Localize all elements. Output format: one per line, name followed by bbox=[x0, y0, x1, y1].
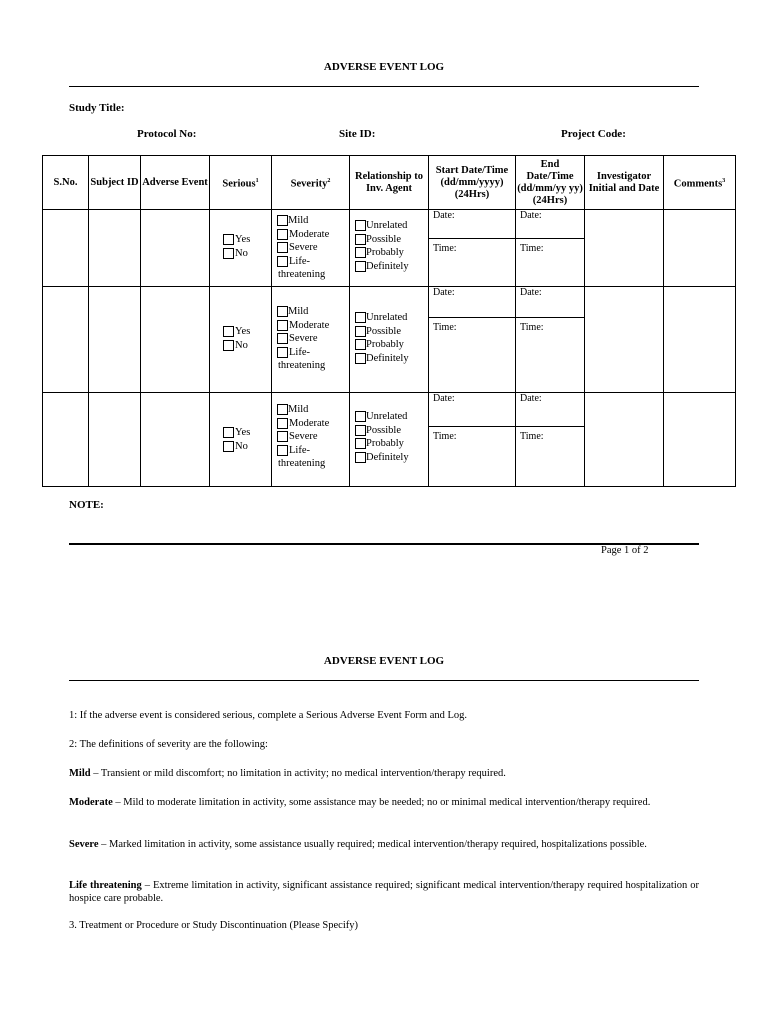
checkbox[interactable] bbox=[355, 425, 366, 436]
option-label: Possible bbox=[366, 424, 402, 436]
cell-subject-id[interactable] bbox=[89, 393, 141, 487]
protocol-no-label: Protocol No: bbox=[137, 128, 197, 140]
cell-severity bbox=[272, 393, 350, 487]
option-label: Moderate bbox=[289, 417, 330, 429]
cell-severity bbox=[272, 287, 350, 393]
col-relationship: Relationship to Inv. Agent bbox=[350, 156, 429, 210]
adverse-event-table bbox=[42, 155, 736, 487]
checkbox[interactable] bbox=[277, 431, 288, 442]
checkbox[interactable] bbox=[355, 220, 366, 231]
serious-option[interactable] bbox=[223, 440, 250, 454]
checkbox[interactable] bbox=[223, 326, 234, 337]
cell-end-datetime[interactable] bbox=[516, 210, 585, 287]
option-label: Life- bbox=[289, 346, 310, 358]
checkbox[interactable] bbox=[355, 411, 366, 422]
cell-comments[interactable] bbox=[664, 393, 736, 487]
severity-option bbox=[277, 457, 329, 471]
checkbox[interactable] bbox=[355, 452, 366, 463]
option-label: Possible bbox=[366, 325, 402, 337]
cell-sno[interactable] bbox=[43, 287, 89, 393]
option-label: Possible bbox=[366, 233, 402, 245]
cell-investigator[interactable] bbox=[585, 287, 664, 393]
checkbox[interactable] bbox=[223, 340, 234, 351]
relationship-option[interactable] bbox=[355, 219, 409, 233]
date-label: Date: bbox=[520, 287, 542, 298]
checkbox[interactable] bbox=[277, 242, 288, 253]
option-label: Yes bbox=[235, 427, 251, 438]
option-label: Severe bbox=[289, 431, 318, 442]
page2-title-rule bbox=[69, 680, 699, 681]
def-life-threatening: Life threatening – Extreme limitation in activity, significant assistance required; significant medical intervention/therapy required hospitalization or hospice care probable. bbox=[69, 880, 699, 904]
checkbox[interactable] bbox=[277, 306, 288, 317]
cell-relationship bbox=[350, 287, 429, 393]
time-label: Time: bbox=[520, 431, 544, 442]
time-label: Time: bbox=[433, 431, 457, 442]
time-label: Time: bbox=[433, 243, 457, 254]
table-row bbox=[43, 393, 736, 487]
serious-option[interactable] bbox=[223, 426, 250, 440]
option-label: threatening bbox=[278, 458, 326, 469]
severity-option bbox=[277, 268, 329, 282]
footnote-2: 2: The definitions of severity are the following: bbox=[69, 739, 268, 750]
checkbox[interactable] bbox=[355, 261, 366, 272]
serious-option[interactable] bbox=[223, 339, 250, 353]
relationship-option[interactable] bbox=[355, 437, 409, 451]
cell-start-datetime[interactable] bbox=[429, 393, 516, 487]
option-label: Moderate bbox=[289, 319, 330, 331]
option-label: Definitely bbox=[366, 451, 409, 463]
col-comments: Comments$^3$ bbox=[664, 156, 736, 210]
col-adverse-event: Adverse Event bbox=[141, 156, 210, 210]
severity-option[interactable] bbox=[277, 305, 329, 319]
option-label: threatening bbox=[278, 360, 326, 371]
page-title: ADVERSE EVENT LOG bbox=[323, 61, 445, 73]
relationship-option[interactable] bbox=[355, 311, 409, 325]
severity-option[interactable] bbox=[277, 255, 329, 269]
col-subject-id: Subject ID bbox=[89, 156, 141, 210]
note-label: NOTE: bbox=[69, 499, 104, 511]
cell-comments[interactable] bbox=[664, 287, 736, 393]
relationship-option[interactable] bbox=[355, 338, 409, 352]
option-label: Mild bbox=[288, 306, 309, 317]
col-sno: S.No. bbox=[43, 156, 89, 210]
option-label: Mild bbox=[288, 404, 309, 415]
date-field[interactable] bbox=[429, 210, 515, 239]
cell-end-datetime[interactable] bbox=[516, 393, 585, 487]
option-label: Definitely bbox=[366, 260, 409, 272]
option-label: Unrelated bbox=[366, 411, 408, 422]
cell-serious bbox=[210, 210, 272, 287]
checkbox[interactable] bbox=[355, 326, 366, 337]
date-field[interactable] bbox=[516, 210, 584, 239]
table-header-row bbox=[43, 156, 736, 210]
date-label: Date: bbox=[520, 393, 542, 404]
severity-option[interactable] bbox=[277, 417, 329, 431]
time-field[interactable] bbox=[429, 239, 515, 255]
checkbox[interactable] bbox=[223, 427, 234, 438]
severity-option[interactable] bbox=[277, 241, 329, 255]
page-number: Page 1 of 2 bbox=[601, 545, 649, 556]
option-label: Probably bbox=[366, 339, 404, 350]
page2-title: ADVERSE EVENT LOG bbox=[323, 655, 445, 667]
time-label: Time: bbox=[433, 322, 457, 333]
checkbox[interactable] bbox=[277, 215, 288, 226]
cell-start-datetime[interactable] bbox=[429, 210, 516, 287]
severity-option[interactable] bbox=[277, 332, 329, 346]
checkbox[interactable] bbox=[355, 247, 366, 258]
col-start-datetime: Start Date/Time (dd/mm/yyyy) (24Hrs) bbox=[429, 156, 516, 210]
def-mild: Mild – Transient or mild discomfort; no limitation in activity; no medical intervention/therapy required. bbox=[69, 768, 506, 779]
severity-option[interactable] bbox=[277, 444, 329, 458]
cell-sno[interactable] bbox=[43, 393, 89, 487]
col-serious: Serious$^1$ bbox=[210, 156, 272, 210]
study-title-label: Study Title: bbox=[69, 102, 125, 114]
cell-start-datetime[interactable] bbox=[429, 287, 516, 393]
severity-option[interactable] bbox=[277, 228, 329, 242]
col-investigator: Investigator Initial and Date bbox=[585, 156, 664, 210]
date-label: Date: bbox=[433, 287, 455, 298]
serious-option[interactable] bbox=[223, 247, 250, 261]
site-id-label: Site ID: bbox=[339, 128, 376, 140]
def-severe: Severe – Marked limitation in activity, some assistance usually required; medical intervention/therapy required, hospitalizations possible. bbox=[69, 839, 647, 850]
date-field[interactable] bbox=[429, 393, 515, 427]
def-moderate: Moderate – Mild to moderate limitation in activity, some assistance may be needed; no or minimal medical intervention/therapy required. bbox=[69, 797, 651, 808]
severity-option[interactable] bbox=[277, 214, 329, 228]
checkbox[interactable] bbox=[277, 347, 288, 358]
option-label: Life- bbox=[289, 444, 310, 456]
option-label: Probably bbox=[366, 438, 404, 449]
option-label: Severe bbox=[289, 242, 318, 253]
relationship-option[interactable] bbox=[355, 325, 409, 339]
time-field[interactable] bbox=[516, 239, 584, 255]
relationship-option[interactable] bbox=[355, 260, 409, 274]
table-row bbox=[43, 210, 736, 287]
time-field[interactable] bbox=[516, 318, 584, 334]
checkbox[interactable] bbox=[223, 248, 234, 259]
cell-end-datetime[interactable] bbox=[516, 287, 585, 393]
date-field[interactable] bbox=[516, 287, 584, 318]
time-field[interactable] bbox=[429, 318, 515, 334]
checkbox[interactable] bbox=[355, 353, 366, 364]
checkbox[interactable] bbox=[355, 312, 366, 323]
relationship-option[interactable] bbox=[355, 352, 409, 366]
severity-option bbox=[277, 359, 329, 373]
severity-option[interactable] bbox=[277, 430, 329, 444]
cell-serious bbox=[210, 287, 272, 393]
option-label: No bbox=[235, 247, 248, 259]
checkbox[interactable] bbox=[277, 418, 288, 429]
checkbox[interactable] bbox=[223, 441, 234, 452]
checkbox[interactable] bbox=[355, 339, 366, 350]
cell-relationship bbox=[350, 393, 429, 487]
col-severity: Severity$^2$ bbox=[272, 156, 350, 210]
footnote-3: 3. Treatment or Procedure or Study Discontinuation (Please Specify) bbox=[69, 920, 358, 931]
checkbox[interactable] bbox=[277, 445, 288, 456]
col-end-datetime: End Date/Time (dd/mm/yy yy) (24Hrs) bbox=[516, 156, 585, 210]
option-label: threatening bbox=[278, 269, 326, 280]
cell-subject-id[interactable] bbox=[89, 287, 141, 393]
checkbox[interactable] bbox=[277, 320, 288, 331]
cell-investigator[interactable] bbox=[585, 393, 664, 487]
option-label: No bbox=[235, 440, 248, 452]
date-field[interactable] bbox=[429, 287, 515, 318]
option-label: Moderate bbox=[289, 228, 330, 240]
option-label: Definitely bbox=[366, 352, 409, 364]
checkbox[interactable] bbox=[277, 333, 288, 344]
relationship-option[interactable] bbox=[355, 424, 409, 438]
cell-severity bbox=[272, 210, 350, 287]
cell-adverse-event[interactable] bbox=[141, 287, 210, 393]
project-code-label: Project Code: bbox=[561, 128, 626, 140]
relationship-option[interactable] bbox=[355, 246, 409, 260]
option-label: Probably bbox=[366, 247, 404, 258]
cell-relationship bbox=[350, 210, 429, 287]
title-rule bbox=[69, 86, 699, 87]
cell-investigator[interactable] bbox=[585, 210, 664, 287]
option-label: Yes bbox=[235, 234, 251, 245]
option-label: Yes bbox=[235, 326, 251, 337]
time-field[interactable] bbox=[429, 427, 515, 443]
date-label: Date: bbox=[433, 393, 455, 404]
option-label: Life- bbox=[289, 255, 310, 267]
time-label: Time: bbox=[520, 322, 544, 333]
checkbox[interactable] bbox=[277, 256, 288, 267]
relationship-option[interactable] bbox=[355, 410, 409, 424]
cell-serious bbox=[210, 393, 272, 487]
cell-sno[interactable] bbox=[43, 210, 89, 287]
time-label: Time: bbox=[520, 243, 544, 254]
cell-subject-id[interactable] bbox=[89, 210, 141, 287]
option-label: Unrelated bbox=[366, 220, 408, 231]
serious-option[interactable] bbox=[223, 233, 250, 247]
serious-option[interactable] bbox=[223, 325, 250, 339]
checkbox[interactable] bbox=[223, 234, 234, 245]
date-label: Date: bbox=[520, 210, 542, 221]
checkbox[interactable] bbox=[277, 404, 288, 415]
date-field[interactable] bbox=[516, 393, 584, 427]
relationship-option[interactable] bbox=[355, 451, 409, 465]
option-label: Mild bbox=[288, 215, 309, 226]
option-label: Unrelated bbox=[366, 312, 408, 323]
severity-option[interactable] bbox=[277, 319, 329, 333]
severity-option[interactable] bbox=[277, 346, 329, 360]
checkbox[interactable] bbox=[277, 229, 288, 240]
option-label: No bbox=[235, 339, 248, 351]
table-row bbox=[43, 287, 736, 393]
option-label: Severe bbox=[289, 333, 318, 344]
cell-comments[interactable] bbox=[664, 210, 736, 287]
date-label: Date: bbox=[433, 210, 455, 221]
relationship-option[interactable] bbox=[355, 233, 409, 247]
time-field[interactable] bbox=[516, 427, 584, 443]
severity-option[interactable] bbox=[277, 403, 329, 417]
checkbox[interactable] bbox=[355, 234, 366, 245]
cell-adverse-event[interactable] bbox=[141, 210, 210, 287]
checkbox[interactable] bbox=[355, 438, 366, 449]
footnote-1: 1: If the adverse event is considered serious, complete a Serious Adverse Event Form and Log. bbox=[69, 710, 468, 721]
cell-adverse-event[interactable] bbox=[141, 393, 210, 487]
